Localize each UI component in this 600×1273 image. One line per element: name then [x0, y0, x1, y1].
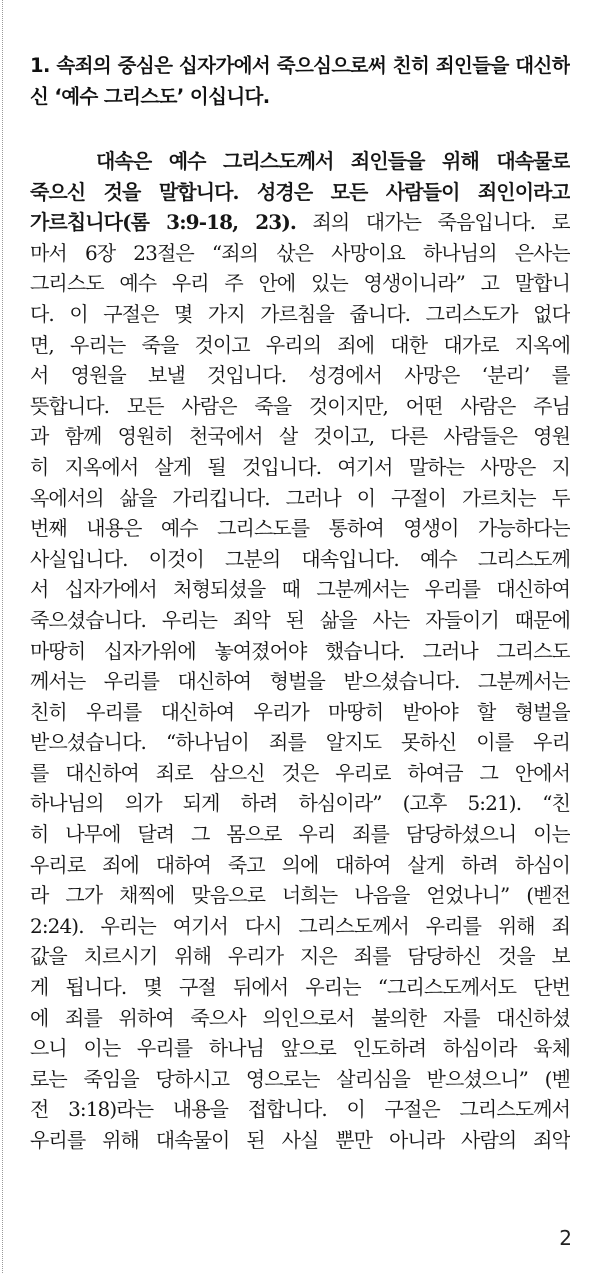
body-line-14: 사실입니다. 이것이 그분의 대속입니다. 예수 그리스도께: [30, 546, 570, 571]
body-line-23: 히 나무에 달려 그 몸으로 우리 죄를 담당하셨으니 이는: [30, 822, 570, 847]
body-line-33: 우리를 위해 대속물이 된 사실 뿐만 아니라 사람의 죄악: [30, 1128, 570, 1152]
page-number: 2: [559, 1226, 572, 1250]
body-line-1: 대속은 예수 그리스도께서 죄인들을 위해 대속물로: [96, 149, 570, 173]
body-line-3-bold: 가르칩니다(롬 3:9-18, 23).: [30, 210, 296, 235]
body-line-18: 께서는 우리를 대신하여 형벌을 받으셨습니다. 그분께서는: [30, 669, 570, 694]
body-line-21: 를 대신하여 죄로 삼으신 것은 우리로 하여금 그 안에서: [30, 760, 570, 785]
body-line-8: 서 영원을 보낼 것입니다. 성경에서 사망은 ‘분리’ 를: [30, 363, 570, 388]
body-line-12: 옥에서의 삶을 가리킵니다. 그러나 이 구절이 가르치는 두: [30, 485, 570, 510]
body-line-25: 라 그가 채찍에 맞음으로 너희는 나음을 얻었나니” (벧전: [30, 883, 570, 908]
section-heading: [30, 48, 570, 109]
body-line-7: 면, 우리는 죽을 것이고 우리의 죄에 대한 대가로 지옥에: [30, 332, 570, 357]
body-line-19: 친히 우리를 대신하여 우리가 마땅히 받아야 할 형벌을: [30, 699, 570, 724]
heading-line-1: 1. 속죄의 중심은 십자가에서 죽으심으로써 친히 죄인들을 대신하: [30, 54, 570, 77]
body-line-4: 마서 6장 23절은 “죄의 삯은 사망이요 하나님의 은사는: [30, 240, 570, 265]
body-line-5: 그리스도 예수 우리 주 안에 있는 영생이니라” 고 말합니: [30, 271, 570, 296]
body-paragraph: [30, 146, 570, 1156]
body-line-15: 서 십자가에서 처형되셨을 때 그분께서는 우리를 대신하여: [30, 577, 570, 602]
body-line-6: 다. 이 구절은 몇 가지 가르침을 줍니다. 그리스도가 없다: [30, 301, 570, 326]
body-line-10: 과 함께 영원히 천국에서 살 것이고, 다른 사람들은 영원: [30, 424, 570, 449]
page-edge-divider: [2, 0, 3, 1273]
body-line-22: 하나님의 의가 되게 하려 하심이라” (고후 5:21). “친: [30, 791, 570, 816]
body-line-30: 으니 이는 우리를 하나님 앞으로 인도하려 하심이라 육체: [30, 1036, 570, 1061]
body-line-9: 뜻합니다. 모든 사람은 죽을 것이지만, 어떤 사람은 주님: [30, 393, 570, 418]
body-line-16: 죽으셨습니다. 우리는 죄악 된 삶을 사는 자들이기 때문에: [30, 607, 570, 632]
body-line-20: 받으셨습니다. “하나님이 죄를 알지도 못하신 이를 우리: [30, 730, 570, 755]
body-line-28: 게 됩니다. 몇 구절 뒤에서 우리는 “그리스도께서도 단번: [30, 975, 570, 1000]
body-line-3-rest: 죄의 대가는 죽음입니다. 로: [295, 210, 570, 235]
body-line-27: 값을 치르시기 위해 우리가 지은 죄를 담당하신 것을 보: [30, 944, 570, 969]
body-line-3: [30, 207, 570, 238]
body-line-13: 번째 내용은 예수 그리스도를 통하여 영생이 가능하다는: [30, 516, 570, 541]
body-line-26: 2:24). 우리는 여기서 다시 그리스도께서 우리를 위해 죄: [30, 913, 570, 938]
body-line-17: 마땅히 십자가위에 놓여졌어야 했습니다. 그러나 그리스도: [30, 638, 570, 663]
body-line-2: 죽으신 것을 말합니다. 성경은 모든 사람들이 죄인이라고: [30, 179, 570, 204]
body-line-29: 에 죄를 위하여 죽으사 의인으로서 불의한 자를 대신하셨: [30, 1005, 570, 1030]
body-line-11: 히 지옥에서 살게 될 것입니다. 여기서 말하는 사망은 지: [30, 454, 570, 479]
heading-line-2: 신 ‘예수 그리스도’ 이십니다.: [30, 84, 270, 108]
body-line-24: 우리로 죄에 대하여 죽고 의에 대하여 살게 하려 하심이: [30, 852, 570, 877]
body-line-32: 전 3:18)라는 내용을 접합니다. 이 구절은 그리스도께서: [30, 1097, 570, 1122]
body-line-31: 로는 죽임을 당하시고 영으로는 살리심을 받으셨으니” (벧: [30, 1066, 570, 1091]
